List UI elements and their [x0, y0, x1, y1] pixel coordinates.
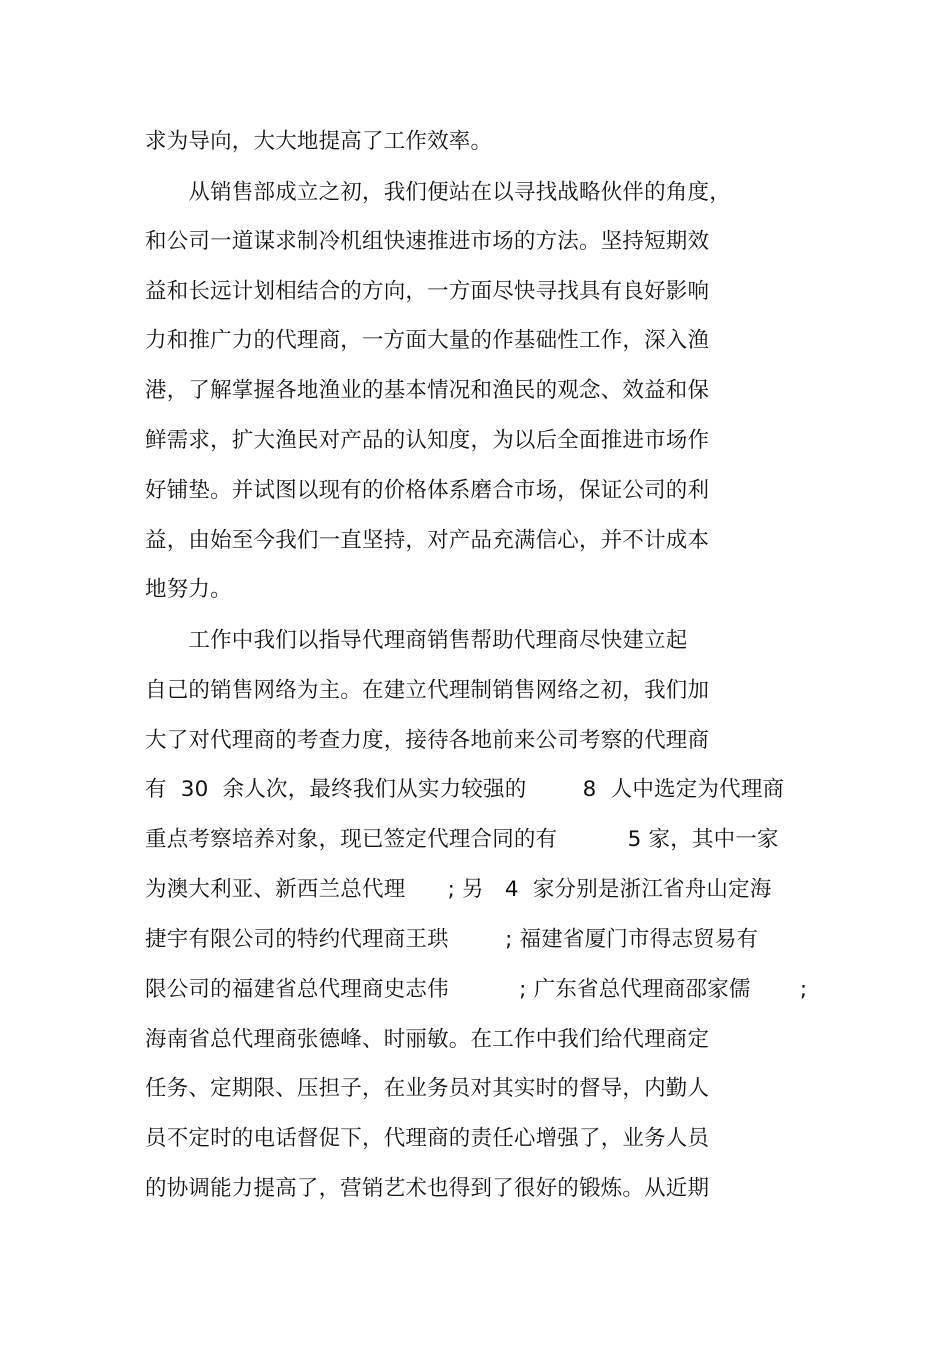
text-line: 员不定时的电话督促下，代理商的责任心增强了，业务人员 [145, 1126, 710, 1151]
text-line: 益，由始至今我们一直坚持，对产品充满信心，并不计成本 [145, 528, 710, 553]
text-line: 有 30 余人次，最终我们从实力较强的 8 人中选定为代理商 [145, 777, 785, 802]
text-line: 重点考察培养对象，现已签定代理合同的有 5 家，其中一家 [145, 827, 779, 852]
text-line: 求为导向，大大地提高了工作效率。 [145, 129, 493, 154]
text-line: 力和推广力的代理商，一方面大量的作基础性工作，深入渔 [145, 328, 710, 353]
text-line: 地努力。 [145, 577, 232, 602]
text-line: 和公司一道谋求制冷机组快速推进市场的方法。坚持短期效 [145, 229, 710, 254]
text-line: 鲜需求，扩大渔民对产品的认知度，为以后全面推进市场作 [145, 428, 710, 453]
text-line: 海南省总代理商张德峰、时丽敏。在工作中我们给代理商定 [145, 1027, 710, 1052]
text-line: 大了对代理商的考查力度，接待各地前来公司考察的代理商 [145, 728, 710, 753]
text-line: 自己的销售网络为主。在建立代理制销售网络之初，我们加 [145, 678, 710, 703]
paragraph-line: 从销售部成立之初，我们便站在以寻找战略伙伴的角度， [145, 180, 731, 205]
text-line: 捷宇有限公司的特约代理商王珙 ; 福建省厦门市得志贸易有 [145, 927, 759, 952]
text-line: 的协调能力提高了，营销艺术也得到了很好的锻炼。从近期 [145, 1176, 710, 1201]
text-line: 好铺垫。并试图以现有的价格体系磨合市场，保证公司的利 [145, 478, 710, 503]
paragraph-line: 工作中我们以指导代理商销售帮助代理商尽快建立起 [145, 628, 688, 653]
text-line: 任务、定期限、压担子，在业务员对其实时的督导，内勤人 [145, 1076, 710, 1101]
text-line: 港，了解掌握各地渔业的基本情况和渔民的观念、效益和保 [145, 378, 710, 403]
text-line: 益和长远计划相结合的方向，一方面尽快寻找具有良好影响 [145, 279, 710, 304]
text-line: 为澳大利亚、新西兰总代理 ; 另 4 家分别是浙江省舟山定海 [145, 877, 772, 902]
text-line: 限公司的福建省总代理商史志伟 ; 广东省总代理商邵家儒 ; [145, 977, 808, 1002]
